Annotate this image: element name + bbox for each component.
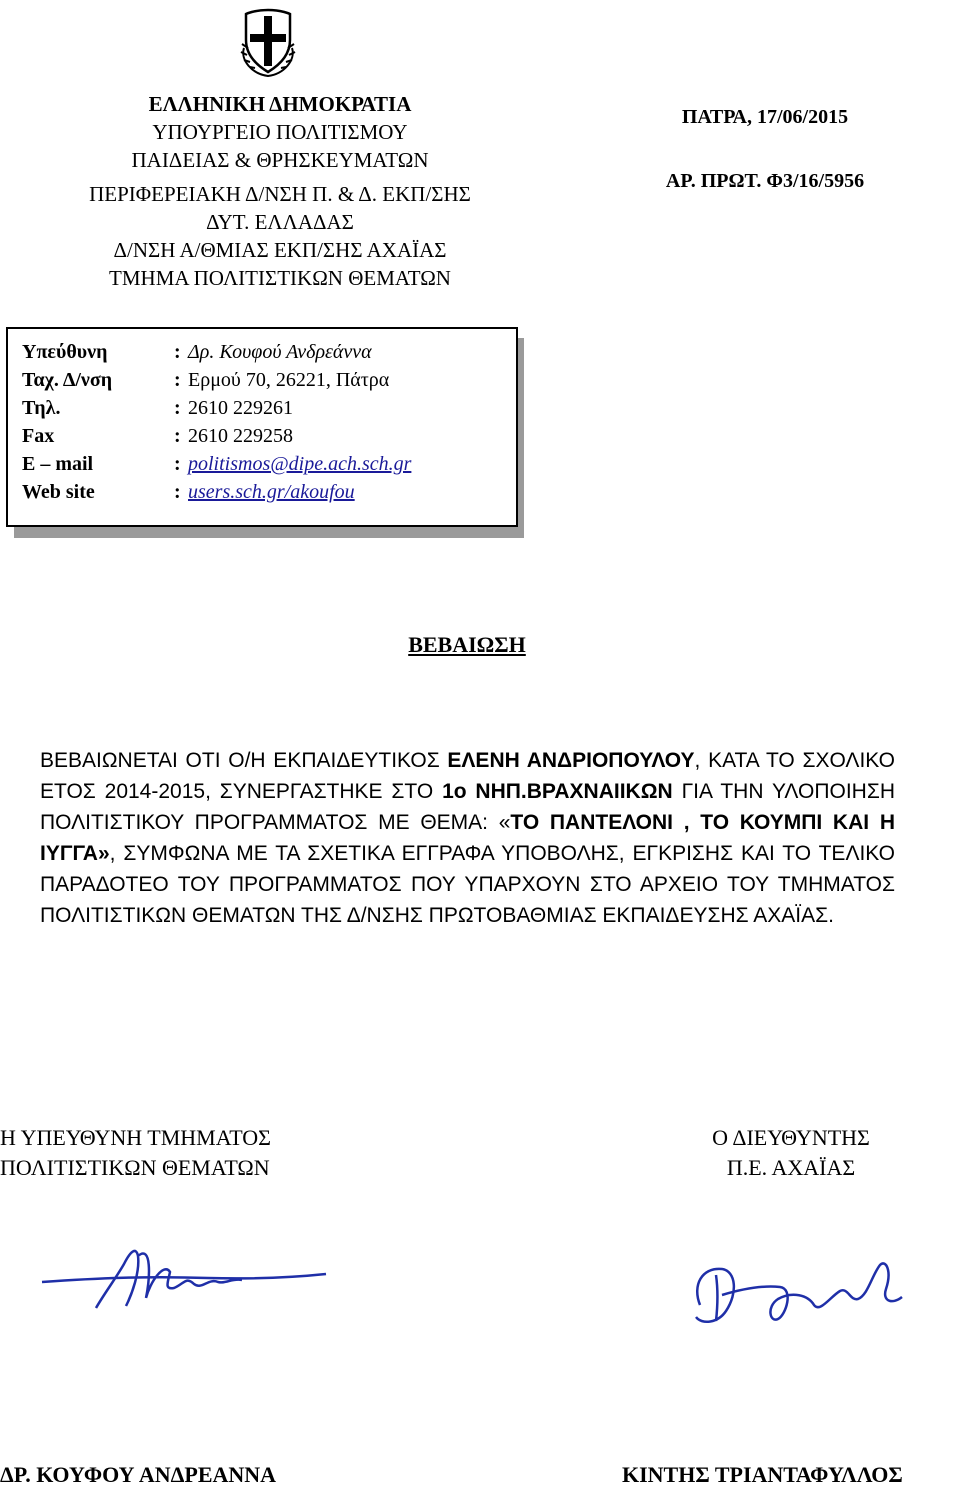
signature-right-image — [682, 1245, 912, 1335]
contact-colon: : — [174, 397, 181, 419]
contact-label: E – mail — [22, 453, 94, 475]
signature-block-left — [0, 1123, 340, 1183]
letterhead-line-ministry: ΥΠΟΥΡΓΕΙΟ ΠΟΛΙΤΙΣΜΟΥ — [152, 120, 408, 144]
letterhead-line-republic: ΕΛΛΗΝΙΚΗ ΔΗΜΟΚΡΑΤΙΑ — [148, 92, 412, 116]
contact-value-phone: 2610 229261 — [188, 397, 293, 419]
signatory-role-line: Π.Ε. ΑΧΑΪΑΣ — [726, 1155, 856, 1180]
contact-value-fax: 2610 229258 — [188, 425, 293, 447]
contact-colon: : — [174, 425, 181, 447]
contact-colon: : — [174, 481, 181, 503]
signatory-name-left: ΔΡ. ΚΟΥΦΟΥ ΑΝΔΡΕΑΝΝΑ — [0, 1462, 277, 1487]
contact-box — [6, 327, 518, 527]
body-text-part: , ΚΑΤΑ ΤΟ ΣΧΟΛΙΚΟ ΕΤΟΣ 2014-2015, ΣΥΝΕΡΓΑΣΤΗΚΕ ΣΤΟ — [40, 749, 895, 803]
school-name: 1ο ΝΗΠ.ΒΡΑΧΝΑΙΙΚΩΝ — [442, 780, 673, 803]
letterhead-line-regional-directorate: ΠΕΡΙΦΕΡΕΙΑΚΗ Δ/ΝΣΗ Π. & Δ. ΕΚΠ/ΣΗΣ — [89, 182, 471, 206]
document-title: ΒΕΒΑΙΩΣΗ — [408, 632, 526, 657]
greek-state-emblem-icon — [238, 4, 298, 80]
protocol-number: ΑΡ. ΠΡΩΤ. Φ3/16/5956 — [665, 170, 865, 192]
teacher-name: ΕΛΕΝΗ ΑΝΔΡΙΟΠΟΥΛΟΥ — [447, 749, 695, 772]
letterhead-line-directorate: Δ/ΝΣΗ Α/ΘΜΙΑΣ ΕΚΠ/ΣΗΣ ΑΧΑΪΑΣ — [113, 238, 447, 262]
signatory-role-line: Η ΥΠΕΥΘΥΝΗ ΤΜΗΜΑΤΟΣ — [0, 1125, 271, 1150]
certificate-body — [40, 745, 895, 931]
contact-value-address: Ερμού 70, 26221, Πάτρα — [188, 369, 390, 391]
body-text-part: , ΣΥΜΦΩΝΑ ΜΕ ΤΑ ΣΧΕΤΙΚΑ ΕΓΓΡΑΦΑ ΥΠΟΒΟΛΗΣ, ΕΓΚΡΙΣΗΣ ΚΑΙ ΤΟ ΤΕΛΙΚΟ ΠΑΡΑΔΟΤΕΟ ΤΟΥ ΠΡΟΓΡΑΜΜΑΤΟΣ ΠΟΥ ΥΠΑΡΧΟΥΝ ΣΤΟ ΑΡΧΕΙΟ ΤΟΥ ΤΜΗΜΑΤΟΣ ΠΟΛΙΤΙΣΤΙΚΩΝ ΘΕΜΑΤΩΝ ΤΗΣ Δ/ΝΣΗΣ ΠΡΩΤΟΒΑΘΜΙΑΣ ΕΚΠΑΙΔΕΥΣΗΣ ΑΧΑΪΑΣ. — [40, 842, 895, 927]
contact-label: Web site — [22, 481, 95, 503]
signatory-role-line: ΠΟΛΙΤΙΣΤΙΚΩΝ ΘΕΜΑΤΩΝ — [0, 1155, 270, 1180]
body-text-part: ΒΕΒΑΙΩΝΕΤΑΙ ΟΤΙ Ο/Η ΕΚΠΑΙΔΕΥΤΙΚΟΣ — [40, 749, 448, 772]
program-theme: ΤΟ ΠΑΝΤΕΛΟΝΙ , ΤΟ ΚΟΥΜΠΙ ΚΑΙ Η ΙΥΓΓΑ» — [40, 811, 895, 865]
letterhead-line-region: ΔΥΤ. ΕΛΛΑΔΑΣ — [206, 210, 354, 234]
email-link[interactable]: politismos@dipe.ach.sch.gr — [188, 453, 412, 475]
signature-block-right — [676, 1123, 906, 1183]
signature-left-image — [38, 1238, 338, 1318]
signatory-name-right: ΚΙΝΤΗΣ ΤΡΙΑΝΤΑΦΥΛΛΟΣ — [622, 1462, 903, 1487]
letterhead — [20, 90, 540, 292]
contact-label: Υπεύθυνη — [22, 341, 108, 363]
place-date: ΠΑΤΡΑ, 17/06/2015 — [681, 106, 849, 128]
contact-colon: : — [174, 341, 181, 363]
body-text-part: ΓΙΑ ΤΗΝ ΥΛΟΠΟΙΗΣΗ ΠΟΛΙΤΙΣΤΙΚΟΥ ΠΡΟΓΡΑΜΜΑΤΟΣ ΜΕ ΘΕΜΑ: « — [40, 780, 895, 834]
contact-colon: : — [174, 369, 181, 391]
contact-label: Τηλ. — [22, 397, 61, 419]
website-link[interactable]: users.sch.gr/akoufou — [188, 481, 355, 503]
contact-label: Ταχ. Δ/νση — [22, 369, 113, 391]
contact-value-responsible: Δρ. Κουφού Ανδρεάννα — [188, 341, 372, 363]
letterhead-line-ministry-cont: ΠΑΙΔΕΙΑΣ & ΘΡΗΣΚΕΥΜΑΤΩΝ — [131, 148, 429, 172]
contact-label: Fax — [22, 425, 55, 447]
letterhead-line-department: ΤΜΗΜΑ ΠΟΛΙΤΙΣΤΙΚΩΝ ΘΕΜΑΤΩΝ — [109, 266, 451, 290]
contact-colon: : — [174, 453, 181, 475]
signatory-role-line: Ο ΔΙΕΥΘΥΝΤΗΣ — [712, 1125, 870, 1150]
